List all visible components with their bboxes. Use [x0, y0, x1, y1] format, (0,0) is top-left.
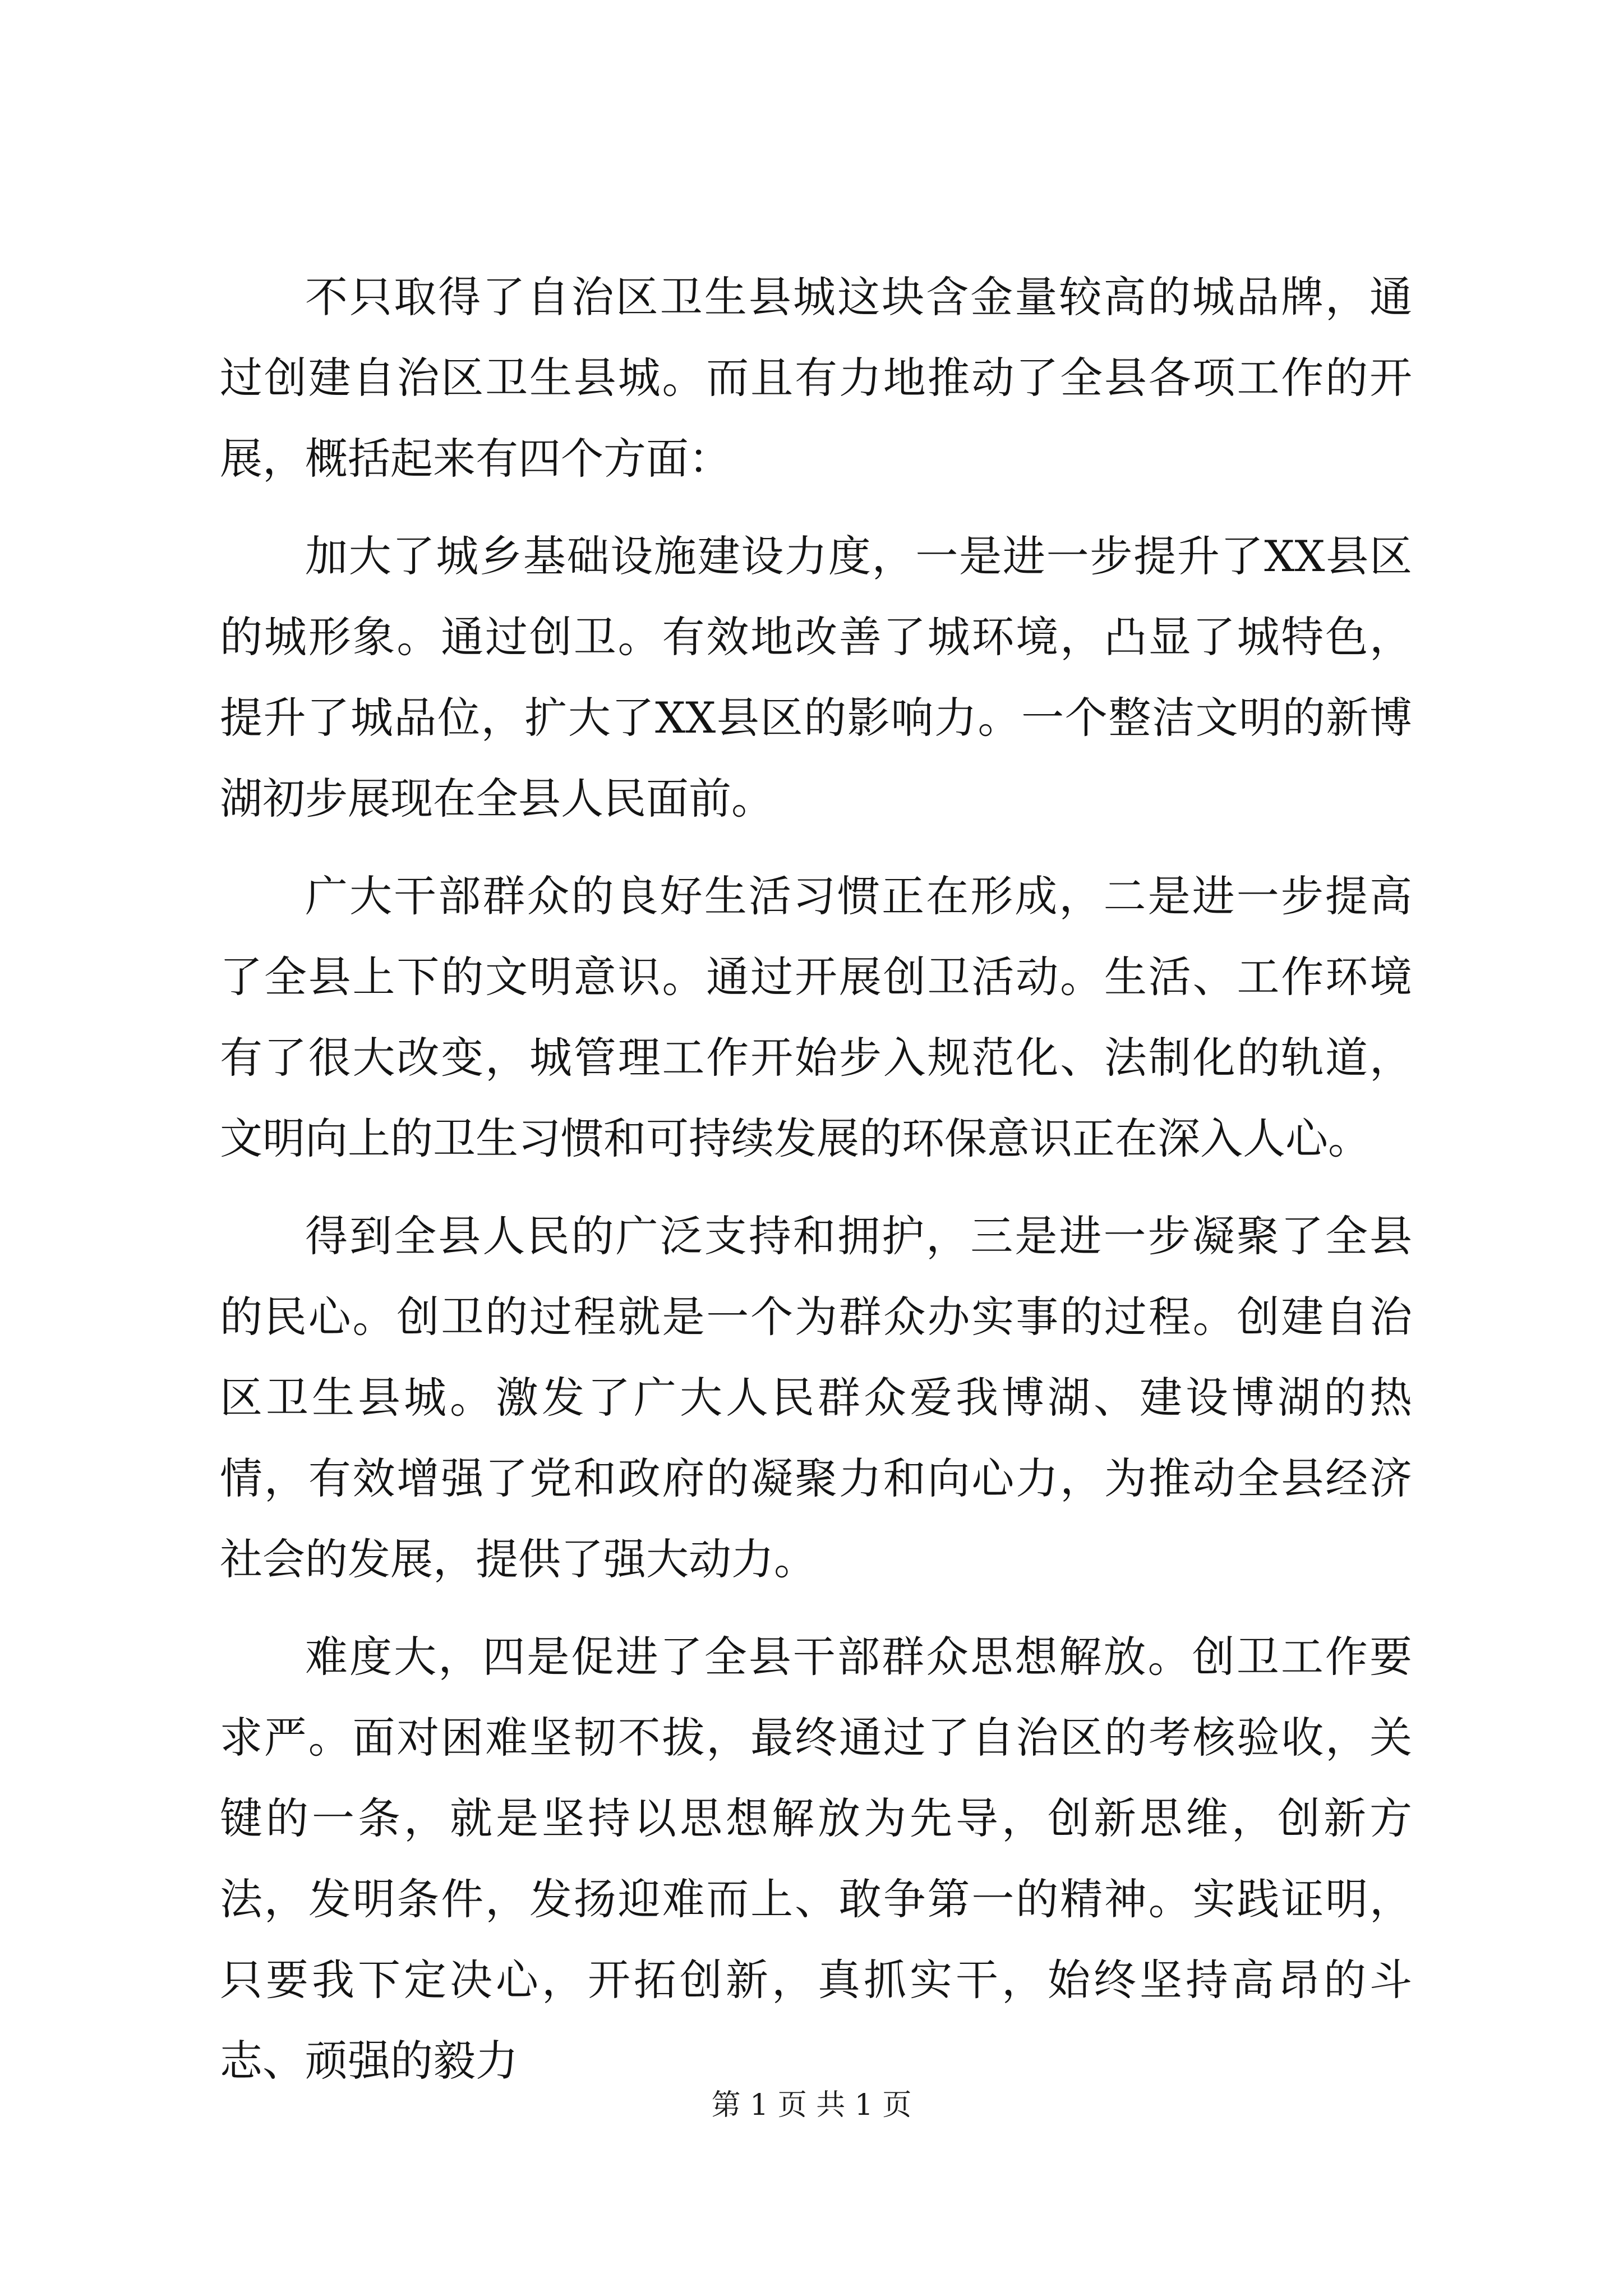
- paragraph-3: 广大干部群众的良好生活习惯正在形成，二是进一步提高了全县上下的文明意识。通过开展创卫活动。生活、工作环境有了很大改变，城管理工作开始步入规范化、法制化的轨道，文明向上的卫生习惯和可持续发展的环保意识正在深入人心。: [220, 871, 1412, 1163]
- page-footer: 第 1 页 共 1 页: [711, 2088, 912, 2122]
- paragraph-4: 得到全县人民的广泛支持和拥护，三是进一步凝聚了全县的民心。创卫的过程就是一个为群众办实事的过程。创建自治区卫生县城。激发了广大人民群众爱我博湖、建设博湖的热情，有效增强了党和政府的凝聚力和向心力，为推动全县经济社会的发展，提供了强大动力。: [220, 1211, 1412, 1584]
- document-body: [220, 257, 1412, 2118]
- paragraph-2: 加大了城乡基础设施建设力度，一是进一步提升了XX县区的城形象。通过创卫。有效地改善了城环境，凸显了城特色，提升了城品位，扩大了XX县区的影响力。一个整洁文明的新博湖初步展现在全县人民面前。: [220, 531, 1412, 823]
- paragraph-5: 难度大，四是促进了全县干部群众思想解放。创卫工作要求严。面对困难坚韧不拔，最终通过了自治区的考核验收，关键的一条，就是坚持以思想解放为先导，创新思维，创新方法，发明条件，发扬迎难而上、敢争第一的精神。实践证明，只要我下定决心，开拓创新，真抓实干，始终坚持高昂的斗志、顽强的毅力: [220, 1632, 1412, 2086]
- paragraph-1: 不只取得了自治区卫生县城这块含金量较高的城品牌，通过创建自治区卫生县城。而且有力地推动了全县各项工作的开展，概括起来有四个方面：: [220, 272, 1412, 484]
